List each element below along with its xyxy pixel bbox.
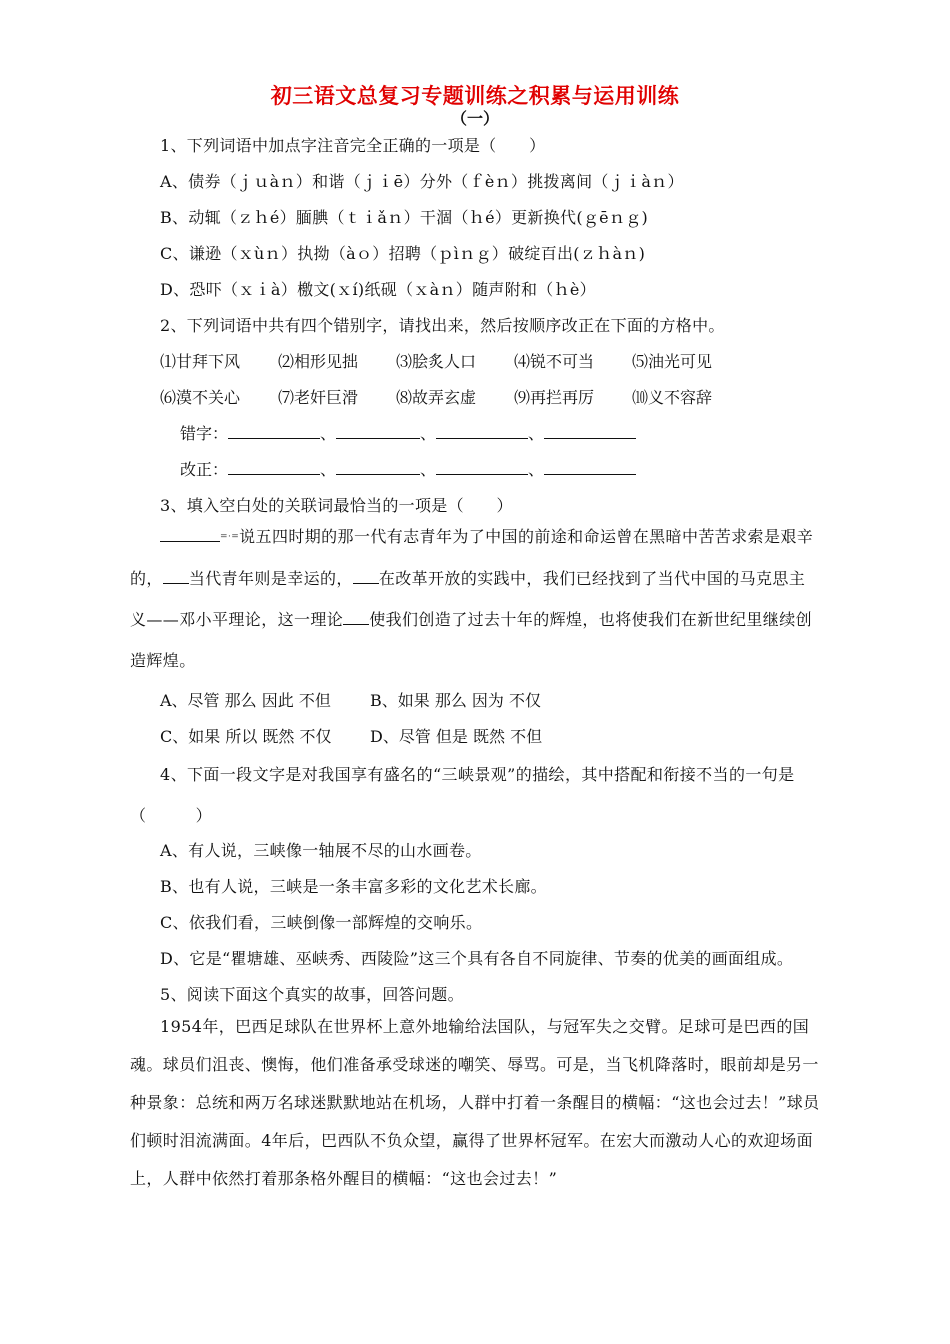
q1-option-d: D、恐吓（ｘｉà）檄文(ｘí)纸砚（ｘàｎ）随声附和（ｈè）	[160, 280, 596, 299]
q1-option-c: C、谦逊（ｘùｎ）执拗（àｏ）招聘（ｐìｎｇ）破绽百出(ｚｈàｎ)	[160, 244, 646, 263]
q2-word: ⑽义不容辞	[632, 388, 713, 407]
page-title: 初三语文总复习专题训练之积累与运用训练	[270, 83, 680, 108]
answer-blank[interactable]	[544, 460, 636, 475]
separator: 、	[420, 460, 437, 479]
q3-options-row-2	[160, 724, 542, 747]
answer-blank[interactable]	[160, 527, 220, 542]
separator: 、	[320, 460, 337, 479]
q2-stem: 2、下列词语中共有四个错别字，请找出来，然后按顺序改正在下面的方格中。	[160, 316, 725, 335]
q3-mark: =·=	[220, 532, 240, 542]
separator: 、	[320, 424, 337, 443]
q3-options-row-1	[160, 688, 541, 711]
q1-stem: 1、下列词语中加点字注音完全正确的一项是（ ）	[160, 136, 546, 155]
answer-blank[interactable]	[228, 460, 320, 475]
q2-word: ⑻故弄玄虚	[396, 388, 477, 407]
q2-word-row-2	[160, 385, 750, 408]
q2-wrong-chars-row	[180, 421, 636, 444]
q1-option-a: A、债券（ｊｕàｎ）和谐（ｊｉē）分外（ｆèｎ）挑拨离间（ｊｉàｎ）	[160, 172, 684, 191]
q2-wrong-label: 错字：	[180, 424, 229, 443]
q4-stem: 4、下面一段文字是对我国享有盛名的“三峡景观”的描绘，其中搭配和衔接不当的一句是（ ）	[130, 765, 795, 825]
q1-option-b: B、动辄（ｚｈé）腼腆（ｔｉǎｎ）干涸（ｈé）更新换代(ｇēｎｇ)	[160, 208, 649, 227]
q2-corrections-row	[180, 457, 636, 480]
q3-option-c: C、如果 所以 既然 不仅	[160, 727, 332, 746]
answer-blank[interactable]	[544, 424, 636, 439]
q5-story: 1954年，巴西足球队在世界杯上意外地输给法国队，与冠军失之交臂。足球可是巴西的国魂。球员们沮丧、懊悔，他们准备承受球迷的嘲笑、辱骂。可是，当飞机降落时，眼前却是另一种景象：总统和两万名球迷默默地站在机场，人群中打着一条醒目的横幅：“这也会过去！”球员们顿时泪流满面。4年后，巴西队不负众望，赢得了世界杯冠军。在宏大而激动人心的欢迎场面上，人群中依然打着那条格外醒目的横幅：“这也会过去！”	[130, 1017, 820, 1188]
answer-blank[interactable]	[343, 612, 369, 625]
answer-blank[interactable]	[336, 460, 420, 475]
q2-word: ⑵相形见拙	[278, 352, 359, 371]
q2-word: ⑹漠不关心	[160, 388, 241, 407]
answer-blank[interactable]	[436, 460, 528, 475]
q3-stem: 3、填入空白处的关联词最恰当的一项是（ ）	[160, 496, 513, 515]
q2-word: ⑸油光可见	[632, 352, 713, 371]
q4-option-b: B、也有人说，三峡是一条丰富多彩的文化艺术长廊。	[160, 877, 547, 896]
q3-passage	[130, 516, 820, 681]
q3-passage-part-2: 当代青年则是幸运的，	[188, 569, 353, 588]
answer-blank[interactable]	[163, 571, 189, 584]
q2-fix-label: 改正：	[180, 460, 229, 479]
q5-stem: 5、阅读下面这个真实的故事，回答问题。	[160, 985, 464, 1004]
q3-option-b: B、如果 那么 因为 不仅	[370, 691, 542, 710]
answer-blank[interactable]	[336, 424, 420, 439]
q2-word-row-1	[160, 349, 750, 372]
q2-word: ⑶脍炙人口	[396, 352, 477, 371]
answer-blank[interactable]	[353, 571, 379, 584]
separator: 、	[528, 424, 545, 443]
separator: 、	[528, 460, 545, 479]
answer-blank[interactable]	[436, 424, 528, 439]
separator: 、	[420, 424, 437, 443]
page-subtitle: （一）	[450, 109, 499, 128]
q2-word: ⑼再拦再厉	[514, 388, 595, 407]
q3-passage-part-4: 使我们创造了过去十年的辉煌，也将使我们在新世纪里继续创造辉煌。	[130, 610, 813, 670]
q3-passage-part-3: 在改革开放的实践中，我们已经找到了当代中国的马克思主义——邓小平理论，这一理论	[130, 569, 806, 629]
q3-option-a: A、尽管 那么 因此 不但	[160, 691, 331, 710]
q2-word: ⑷锐不可当	[514, 352, 595, 371]
q2-word: ⑺老奸巨滑	[278, 388, 359, 407]
q3-passage-part-1: 说五四时期的那一代有志青年为了中国的前途和命运曾在黑暗中苦苦求索是艰辛的，	[130, 527, 814, 588]
q2-word: ⑴甘拜下风	[160, 352, 241, 371]
q4-option-c: C、依我们看，三峡倒像一部辉煌的交响乐。	[160, 913, 483, 932]
q4-option-a: A、有人说，三峡像一轴展不尽的山水画卷。	[160, 841, 482, 860]
q4-option-d: D、它是“瞿塘雄、巫峡秀、西陵险”这三个具有各自不同旋律、节奏的优美的画面组成。	[160, 949, 794, 968]
answer-blank[interactable]	[228, 424, 320, 439]
q3-option-d: D、尽管 但是 既然 不但	[370, 727, 543, 746]
